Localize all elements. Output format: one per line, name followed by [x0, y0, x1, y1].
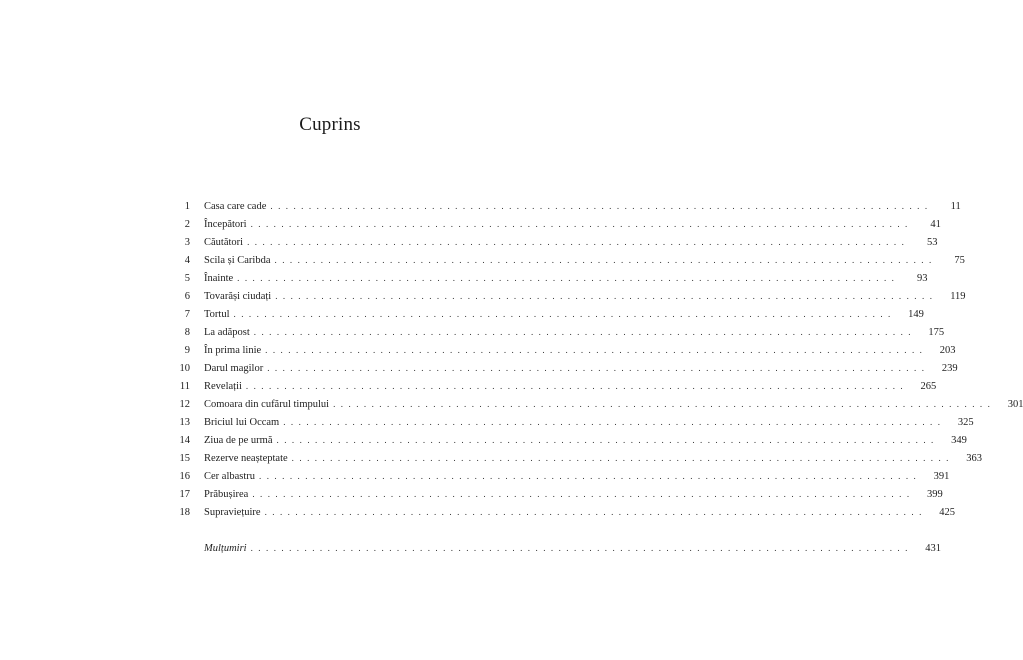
dot-leader: . . . . . . . . . . . . . . . . . . . . . . . . . . . . . . . . . . . . . . . . . . . . . . . . . . . . . . . . . . . . . . . . . . . . . . . . . . . . . . . . . . . . . . — [264, 507, 923, 517]
toc-entry — [168, 341, 956, 359]
toc-entry — [168, 431, 967, 449]
chapter-number: 2 — [184, 219, 190, 230]
chapter-number: 11 — [179, 381, 190, 392]
chapter-title: Tovarăși ciudați — [204, 291, 272, 302]
page-number: 41 — [930, 219, 941, 230]
dot-leader: . . . . . . . . . . . . . . . . . . . . . . . . . . . . . . . . . . . . . . . . . . . . . . . . . . . . . . . . . . . . . . . . . . . . . . . . . . . . . . . . . . . . . . — [274, 255, 933, 265]
chapter-title: Tortul — [204, 309, 230, 320]
toc-entry — [168, 467, 950, 485]
chapter-title: Briciul lui Occam — [204, 417, 280, 428]
chapter-title: La adăpost — [204, 327, 250, 338]
page-number: 149 — [908, 309, 924, 320]
chapter-title: Mulțumiri — [204, 543, 247, 554]
chapter-number: 17 — [179, 489, 190, 500]
dot-leader: . . . . . . . . . . . . . . . . . . . . . . . . . . . . . . . . . . . . . . . . . . . . . . . . . . . . . . . . . . . . . . . . . . . . . . . . . . . . . . . . . . . . . . — [247, 237, 906, 247]
chapter-title: Comoara din cufărul timpului — [204, 399, 330, 410]
page-number: 349 — [951, 435, 967, 446]
page-number: 175 — [928, 327, 945, 338]
toc-entry — [168, 485, 943, 503]
chapter-number: 9 — [184, 345, 190, 356]
chapter-number: 6 — [184, 291, 190, 302]
dot-leader: . . . . . . . . . . . . . . . . . . . . . . . . . . . . . . . . . . . . . . . . . . . . . . . . . . . . . . . . . . . . . . . . . . . . . . . . . . . . . . . . . . . . . . — [253, 327, 913, 337]
chapter-number: 15 — [179, 453, 190, 464]
toc-entry — [168, 377, 937, 395]
toc-entry — [168, 449, 983, 467]
page-number: 425 — [939, 507, 955, 518]
page-number: 119 — [950, 291, 966, 302]
page-number: 53 — [926, 237, 938, 248]
dot-leader: . . . . . . . . . . . . . . . . . . . . . . . . . . . . . . . . . . . . . . . . . . . . . . . . . . . . . . . . . . . . . . . . . . . . . . . . . . . . . . . . . . . . . . — [283, 417, 942, 427]
dot-leader: . . . . . . . . . . . . . . . . . . . . . . . . . . . . . . . . . . . . . . . . . . . . . . . . . . . . . . . . . . . . . . . . . . . . . . . . . . . . . . . . . . . . . . — [259, 471, 918, 481]
toc-entry — [168, 215, 941, 233]
toc-entry — [168, 287, 966, 305]
chapter-title: Căutători — [204, 237, 244, 248]
chapter-title: Începători — [204, 219, 247, 230]
chapter-number: 7 — [184, 309, 190, 320]
page-number: 399 — [926, 489, 943, 500]
chapter-number: 8 — [184, 327, 190, 338]
toc-entry — [168, 251, 965, 269]
dot-leader: . . . . . . . . . . . . . . . . . . . . . . . . . . . . . . . . . . . . . . . . . . . . . . . . . . . . . . . . . . . . . . . . . . . . . . . . . . . . . . . . . . . . . . — [267, 363, 926, 373]
page-title: Cuprins — [299, 114, 361, 135]
dot-leader: . . . . . . . . . . . . . . . . . . . . . . . . . . . . . . . . . . . . . . . . . . . . . . . . . . . . . . . . . . . . . . . . . . . . . . . . . . . . . . . . . . . . . . — [233, 309, 892, 319]
chapter-title: În prima linie — [204, 345, 262, 356]
chapter-number: 5 — [184, 273, 190, 284]
dot-leader: . . . . . . . . . . . . . . . . . . . . . . . . . . . . . . . . . . . . . . . . . . . . . . . . . . . . . . . . . . . . . . . . . . . . . . . . . . . . . . . . . . . . . . — [270, 201, 929, 211]
chapter-number: 3 — [184, 237, 190, 248]
chapter-number: 10 — [179, 363, 190, 374]
dot-leader: . . . . . . . . . . . . . . . . . . . . . . . . . . . . . . . . . . . . . . . . . . . . . . . . . . . . . . . . . . . . . . . . . . . . . . . . . . . . . . . . . . . . . . — [291, 453, 951, 463]
chapter-title: Cer albastru — [204, 471, 256, 482]
page-number: 239 — [941, 363, 958, 374]
toc-entry — [168, 359, 958, 377]
page-number: 431 — [925, 543, 941, 554]
chapter-title: Rezerve neașteptate — [204, 453, 288, 464]
toc-entry — [168, 395, 1023, 413]
chapter-title: Darul magilor — [204, 363, 264, 374]
toc-entry — [168, 269, 928, 287]
chapter-title: Prăbușirea — [204, 489, 249, 500]
toc-entry — [168, 503, 955, 521]
toc-entry — [168, 323, 945, 341]
table-of-contents — [168, 197, 1023, 557]
chapter-title: Casa care cade — [204, 201, 267, 212]
page-number: 301 — [1007, 399, 1023, 410]
dot-leader: . . . . . . . . . . . . . . . . . . . . . . . . . . . . . . . . . . . . . . . . . . . . . . . . . . . . . . . . . . . . . . . . . . . . . . . . . . . . . . . . . . . . . . — [250, 543, 909, 553]
page-number: 391 — [933, 471, 950, 482]
page-number: 363 — [966, 453, 983, 464]
page-number: 325 — [957, 417, 974, 428]
dot-leader: . . . . . . . . . . . . . . . . . . . . . . . . . . . . . . . . . . . . . . . . . . . . . . . . . . . . . . . . . . . . . . . . . . . . . . . . . . . . . . . . . . . . . . — [237, 273, 896, 283]
page-number: 75 — [954, 255, 965, 266]
chapter-title: Ziua de pe urmă — [204, 435, 273, 446]
dot-leader: . . . . . . . . . . . . . . . . . . . . . . . . . . . . . . . . . . . . . . . . . . . . . . . . . . . . . . . . . . . . . . . . . . . . . . . . . . . . . . . . . . . . . . — [276, 435, 935, 445]
dot-leader: . . . . . . . . . . . . . . . . . . . . . . . . . . . . . . . . . . . . . . . . . . . . . . . . . . . . . . . . . . . . . . . . . . . . . . . . . . . . . . . . . . . . . . — [275, 291, 934, 301]
dot-leader: . . . . . . . . . . . . . . . . . . . . . . . . . . . . . . . . . . . . . . . . . . . . . . . . . . . . . . . . . . . . . . . . . . . . . . . . . . . . . . . . . . . . . . — [250, 219, 909, 229]
chapter-number: 12 — [179, 399, 190, 410]
toc-entry — [168, 413, 974, 431]
dot-leader: . . . . . . . . . . . . . . . . . . . . . . . . . . . . . . . . . . . . . . . . . . . . . . . . . . . . . . . . . . . . . . . . . . . . . . . . . . . . . . . . . . . . . . — [265, 345, 924, 355]
chapter-title: Înainte — [204, 273, 234, 284]
page-number: 203 — [939, 345, 956, 356]
chapter-number: 4 — [184, 255, 190, 266]
chapter-number: 13 — [179, 417, 190, 428]
section-spacer — [168, 521, 492, 539]
chapter-title: Supraviețuire — [204, 507, 261, 518]
toc-entry — [168, 197, 961, 215]
chapter-number: 16 — [179, 471, 190, 482]
dot-leader: . . . . . . . . . . . . . . . . . . . . . . . . . . . . . . . . . . . . . . . . . . . . . . . . . . . . . . . . . . . . . . . . . . . . . . . . . . . . . . . . . . . . . . — [333, 399, 992, 409]
page-number: 265 — [920, 381, 937, 392]
dot-leader: . . . . . . . . . . . . . . . . . . . . . . . . . . . . . . . . . . . . . . . . . . . . . . . . . . . . . . . . . . . . . . . . . . . . . . . . . . . . . . . . . . . . . . — [245, 381, 905, 391]
page-number: 93 — [917, 273, 928, 284]
toc-entry — [168, 233, 938, 251]
chapter-number: 1 — [184, 201, 190, 212]
chapter-number: 18 — [179, 507, 190, 518]
chapter-title: Scila și Caribda — [204, 255, 271, 266]
chapter-title: Revelații — [204, 381, 242, 392]
toc-entry — [168, 305, 924, 323]
chapter-number: 14 — [179, 435, 190, 446]
page-number: 11 — [950, 201, 961, 212]
toc-entry — [168, 539, 941, 557]
dot-leader: . . . . . . . . . . . . . . . . . . . . . . . . . . . . . . . . . . . . . . . . . . . . . . . . . . . . . . . . . . . . . . . . . . . . . . . . . . . . . . . . . . . . . . — [252, 489, 911, 499]
